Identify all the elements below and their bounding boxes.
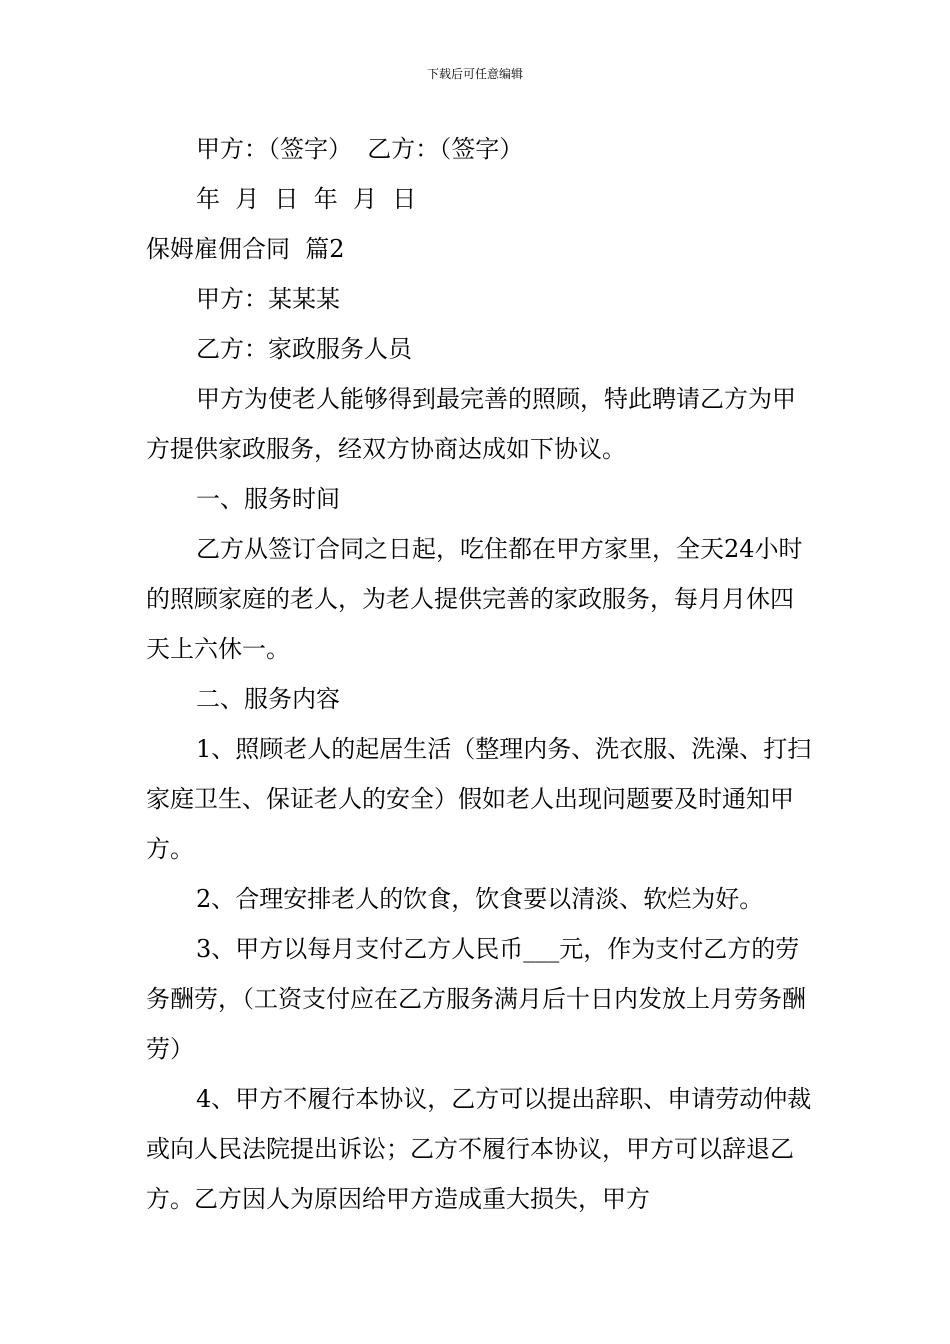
signature-line: 甲方：（签字） 乙方：（签字） — [196, 135, 524, 163]
document-body — [146, 124, 816, 1224]
section-heading-service-content: 二、服务内容 — [196, 685, 340, 713]
page-header: 下载后可任意编辑 — [426, 67, 523, 81]
clause-1: 1、照顾老人的起居生活（整理内务、洗衣服、洗澡、打扫家庭卫生、保证老人的安全）假如老人出现问题要及时通知甲方。 — [146, 735, 812, 863]
clause-4: 4、甲方不履行本协议，乙方可以提出辞职、申请劳动仲裁或向人民法院提出诉讼；乙方不履行本协议，甲方可以辞退乙方。乙方因人为原因给甲方造成重大损失，甲方 — [146, 1085, 812, 1213]
contract-title: 保姆雇佣合同 篇2 — [146, 235, 345, 263]
party-b-line: 乙方：家政服务人员 — [196, 335, 412, 363]
intro-paragraph: 甲方为使老人能够得到最完善的照顾，特此聘请乙方为甲方提供家政服务，经双方协商达成如下协议。 — [146, 385, 796, 463]
date-line: 年 月 日 年 月 日 — [196, 185, 417, 213]
section-heading-service-time: 一、服务时间 — [196, 485, 340, 513]
clause-3: 3、甲方以每月支付乙方人民币___元，作为支付乙方的劳务酬劳，（工资支付应在乙方服务满月后十日内发放上月劳务酬劳） — [146, 935, 806, 1063]
party-a-line: 甲方：某某某 — [196, 285, 340, 313]
service-time-paragraph: 乙方从签订合同之日起，吃住都在甲方家里，全天24小时的照顾家庭的老人，为老人提供完善的家政服务，每月月休四天上六休一。 — [146, 535, 803, 663]
clause-2: 2、合理安排老人的饮食，饮食要以清淡、软烂为好。 — [196, 885, 764, 913]
